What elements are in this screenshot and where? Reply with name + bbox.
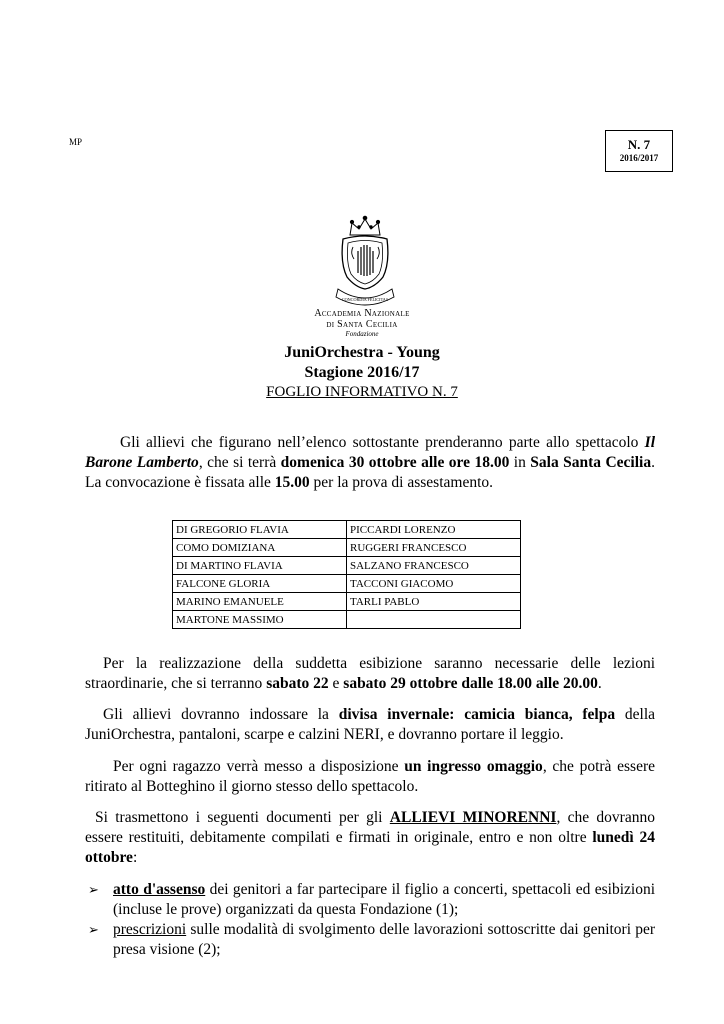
table-cell: MARINO EMANUELE (173, 593, 347, 611)
paragraph-rehearsals: Per la realizzazione della suddetta esibizione saranno necessarie delle lezioni straordinarie, che si terranno sabato 22 e sabato 29 ottobre dalle 18.00 alle 20.00. (85, 655, 655, 692)
document-titles (160, 343, 564, 402)
table-cell (347, 611, 521, 629)
institution-name (250, 308, 474, 339)
document-number: N. 7 (627, 137, 651, 152)
seal-motto: CONCORDIA FELICITAS (341, 297, 389, 302)
paragraph-free-ticket: Per ogni ragazzo verrà messo a disposizione un ingresso omaggio, che potrà essere ritirato al Botteghino il giorno stesso dello spettacolo. (85, 758, 655, 795)
title-info-sheet: FOGLIO INFORMATIVO N. 7 (266, 384, 458, 400)
table-cell: DI MARTINO FLAVIA (173, 557, 347, 575)
table-cell: DI GREGORIO FLAVIA (173, 521, 347, 539)
table-cell: RUGGERI FRANCESCO (347, 539, 521, 557)
paragraph-event: Gli allievi che figurano nell’elenco sottostante prenderanno parte allo spettacolo Il Barone Lamberto, che si terrà domenica 30 ottobre alle ore 18.00 in Sala Santa Cecilia. La convocazione è fissata alle 15.00 per la prova di assestamento. (85, 434, 655, 491)
season-year: 2016/2017 (619, 153, 659, 163)
table-cell: SALZANO FRANCESCO (347, 557, 521, 575)
table-cell: FALCONE GLORIA (173, 575, 347, 593)
paragraph-dress-code: Gli allievi dovranno indossare la divisa invernale: camicia bianca, felpa della JuniOrchestra, pantaloni, scarpe e calzini NERI, e dovranno portare il leggio. (85, 706, 655, 743)
institution-line1: Accademia Nazionale (314, 308, 410, 319)
table-cell: TARLI PABLO (347, 593, 521, 611)
table-row (173, 557, 521, 575)
table-row (173, 521, 521, 539)
table-row (173, 611, 521, 629)
table-cell: MARTONE MASSIMO (173, 611, 347, 629)
institution-line3: Fondazione (345, 330, 379, 338)
table-cell: TACCONI GIACOMO (347, 575, 521, 593)
table-row (173, 593, 521, 611)
paragraph-documents: Si trasmettono i seguenti documenti per gli ALLIEVI MINORENNI, che dovranno essere restituiti, debitamente compilati e firmati in originale, entro e non oltre lunedì 24 ottobre: (85, 809, 655, 866)
author-initials: MP (69, 137, 83, 147)
students-table (172, 520, 521, 629)
table-cell: PICCARDI LORENZO (347, 521, 521, 539)
table-row (173, 575, 521, 593)
shield-icon (342, 236, 388, 289)
arrow-bullet-icon: ➢ (88, 882, 99, 897)
crown-icon (350, 216, 380, 235)
institution-line2: di Santa Cecilia (326, 319, 398, 330)
table-row (173, 539, 521, 557)
documents-list (85, 880, 655, 960)
academy-crest-logo (330, 213, 400, 311)
document-number-box (605, 130, 673, 172)
list-item: ➢ atto d'assenso dei genitori a far partecipare il figlio a concerti, spettacoli ed esibizioni (incluse le prove) organizzati da questa Fondazione (1); (88, 881, 655, 918)
list-item: ➢ prescrizioni sulle modalità di svolgimento delle lavorazioni sottoscritte dai genitori per presa visione (2); (88, 921, 655, 958)
table-cell: COMO DOMIZIANA (173, 539, 347, 557)
title-season: Stagione 2016/17 (304, 364, 420, 381)
arrow-bullet-icon: ➢ (88, 922, 99, 937)
title-orchestra: JuniOrchestra - Young (284, 344, 440, 361)
